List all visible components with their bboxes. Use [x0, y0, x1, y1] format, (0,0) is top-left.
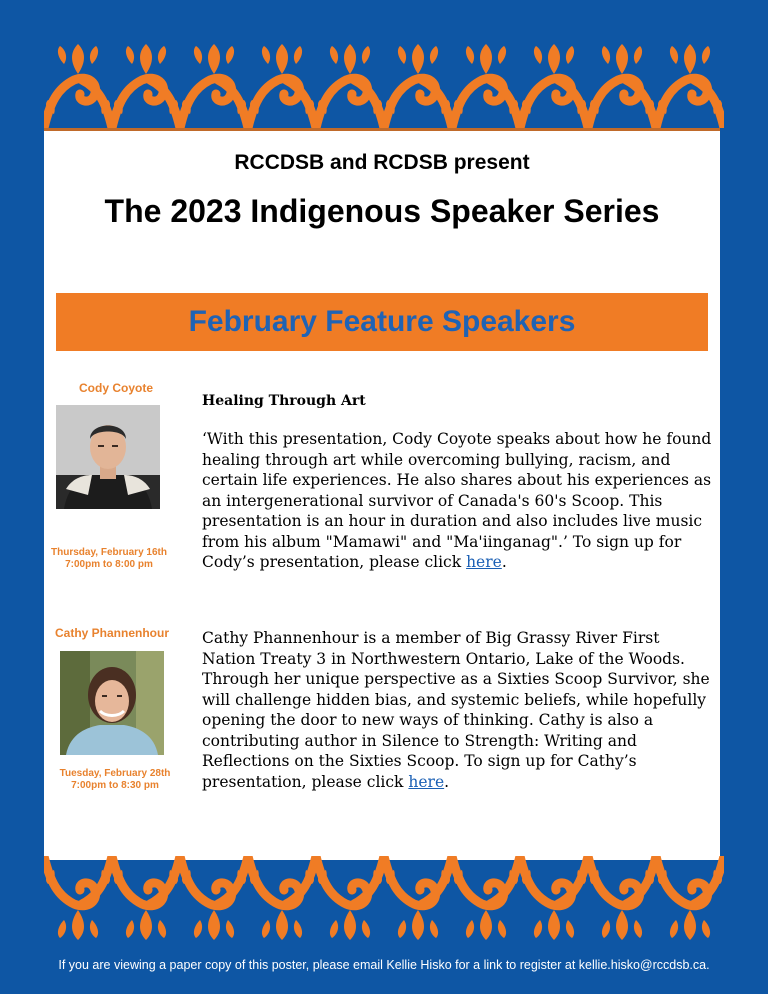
presenter-line: RCCDSB and RCDSB present	[234, 151, 530, 174]
poster-panel	[44, 128, 720, 860]
talk-title: Healing Through Art	[202, 393, 366, 409]
bio-text-cody: ‘With this presentation, Cody Coyote speaks about how he found healing through art while overcoming bullying, racism, and certain life experiences. He also shares about his experiences as an intergenerational survivor of Canada's 60's Scoop. This presentation is an hour in duration and also includes live music from his album "Mamawi" and "Ma'iinganag".’ To sign up for Cody’s presentation, please click	[202, 430, 712, 571]
bio-text-cathy: Cathy Phannenhour is a member of Big Grassy River First Nation Treaty 3 in Northwestern Ontario, Lake of the Woods. Through her unique perspective as a Sixties Scoop Survivor, she will challenge hidden bias, and systemic beliefs, while hopefully opening the door to new ways of thinking. Cathy is also a contributing author in Silence to Strength: Writing and Reflections on the Sixties Scoop. To sign up for Cathy’s presentation, please click	[202, 629, 710, 791]
footer-note: If you are viewing a paper copy of this poster, please email Kellie Hisko for a link to register at kellie.hisko@rccdsb.ca.	[58, 958, 710, 972]
feature-banner-text: February Feature Speakers	[188, 305, 576, 338]
floral-border-top	[44, 44, 724, 128]
floral-border-bottom	[44, 856, 724, 940]
speaker-bio-cody	[202, 429, 714, 573]
speaker-name-cathy: Cathy Phannenhour	[55, 626, 170, 640]
speaker-date-cody-day: Thursday, February 16th	[51, 547, 167, 558]
bio-end-cathy: .	[444, 772, 450, 791]
series-title: The 2023 Indigenous Speaker Series	[104, 193, 660, 229]
speaker-photo-cody	[56, 405, 160, 509]
feature-banner	[56, 293, 708, 351]
speaker-date-cathy-time: 7:00pm to 8:30 pm	[71, 780, 159, 791]
speaker-date-cathy	[50, 768, 180, 792]
speaker-date-cathy-day: Tuesday, February 28th	[59, 768, 171, 779]
register-link-cody[interactable]: here	[466, 553, 502, 571]
bio-end-cody: .	[501, 553, 507, 571]
speaker-name-cody: Cody Coyote	[79, 381, 154, 395]
register-link-cathy[interactable]: here	[408, 772, 445, 791]
speaker-date-cody	[50, 547, 168, 571]
speaker-date-cody-time: 7:00pm to 8:00 pm	[65, 559, 153, 570]
speaker-bio-cathy	[202, 628, 714, 792]
speaker-photo-cathy	[60, 651, 164, 755]
